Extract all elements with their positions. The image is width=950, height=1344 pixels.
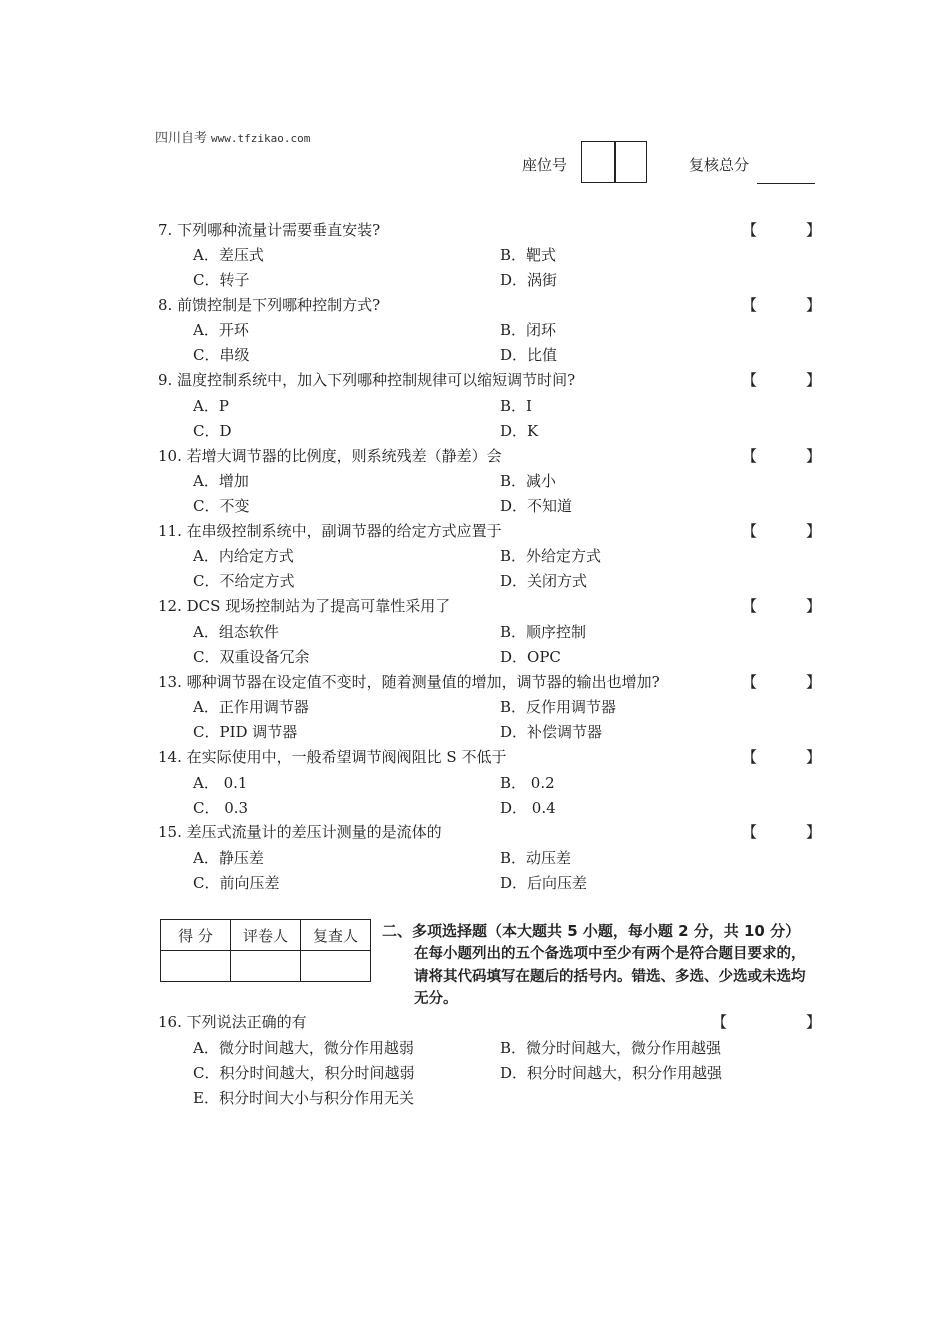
score-header: 得 分 xyxy=(161,920,231,951)
question-text: 16. 下列说法正确的有 xyxy=(158,1013,307,1031)
question-text: 9. 温度控制系统中，加入下列哪种控制规律可以缩短调节时间? xyxy=(158,371,576,389)
option-e: E．积分时间大小与积分作用无关 xyxy=(193,1089,414,1107)
option-a: A．正作用调节器 xyxy=(193,698,309,716)
option-c: C．D xyxy=(193,422,232,440)
answer-bracket-left: 【 xyxy=(742,748,758,766)
answer-bracket-right: 】 xyxy=(806,296,822,314)
option-b: B．I xyxy=(500,397,532,415)
option-c: C．前向压差 xyxy=(193,874,280,892)
option-b: B．减小 xyxy=(500,472,557,490)
site-name: 四川自考 xyxy=(155,131,208,146)
site-url: www.tfzikao.com xyxy=(211,132,311,145)
answer-bracket-left: 【 xyxy=(742,221,758,239)
option-d: D．不知道 xyxy=(500,497,573,515)
answer-bracket-left: 【 xyxy=(742,447,758,465)
question-text: 13. 哪种调节器在设定值不变时，随着测量值的增加，调节器的输出也增加? xyxy=(158,673,660,691)
answer-bracket-right: 】 xyxy=(806,673,822,691)
option-b: B．闭环 xyxy=(500,321,557,339)
option-a: A．内给定方式 xyxy=(193,547,294,565)
section-2-title: 二、多项选择题（本大题共 5 小题，每小题 2 分，共 10 分） xyxy=(382,922,801,940)
answer-bracket-left: 【 xyxy=(712,1013,728,1031)
review-total-line xyxy=(757,183,815,184)
option-c: C．积分时间越大，积分时间越弱 xyxy=(193,1064,415,1082)
grader-cell xyxy=(231,951,301,982)
answer-bracket-left: 【 xyxy=(742,673,758,691)
option-b: B．靶式 xyxy=(500,246,557,264)
option-b: B．顺序控制 xyxy=(500,623,587,641)
option-b: B．微分时间越大，微分作用越强 xyxy=(500,1039,722,1057)
question-text: 7. 下列哪种流量计需要垂直安装? xyxy=(158,221,381,239)
option-d: D．K xyxy=(500,422,539,440)
option-d: D．涡街 xyxy=(500,271,558,289)
option-d: D．比值 xyxy=(500,346,558,364)
grader-header: 评卷人 xyxy=(231,920,301,951)
option-a: A．开环 xyxy=(193,321,249,339)
seat-number-label: 座位号 xyxy=(522,156,568,174)
answer-bracket-right: 】 xyxy=(806,1013,822,1031)
option-d: D．积分时间越大，积分作用越强 xyxy=(500,1064,723,1082)
answer-bracket-left: 【 xyxy=(742,823,758,841)
option-d: D．关闭方式 xyxy=(500,572,588,590)
option-a: A． 0.1 xyxy=(193,774,248,792)
question-text: 10. 若增大调节器的比例度，则系统残差（静差）会 xyxy=(158,447,502,465)
option-a: A．差压式 xyxy=(193,246,264,264)
option-c: C．不给定方式 xyxy=(193,572,295,590)
reviewer-cell xyxy=(301,951,371,982)
option-d: D．OPC xyxy=(500,648,561,666)
score-cell xyxy=(161,951,231,982)
question-text: 12. DCS 现场控制站为了提高可靠性采用了 xyxy=(158,597,451,615)
option-a: A．P xyxy=(193,397,229,415)
option-b: B． 0.2 xyxy=(500,774,555,792)
option-d: D．补偿调节器 xyxy=(500,723,603,741)
option-c: C．不变 xyxy=(193,497,250,515)
answer-bracket-left: 【 xyxy=(742,522,758,540)
seat-number-box xyxy=(581,141,647,183)
review-total-label: 复核总分 xyxy=(689,156,750,174)
option-c: C． 0.3 xyxy=(193,799,249,817)
option-a: A．组态软件 xyxy=(193,623,279,641)
answer-bracket-right: 】 xyxy=(806,522,822,540)
score-table xyxy=(160,919,371,982)
option-c: C．转子 xyxy=(193,271,250,289)
question-text: 11. 在串级控制系统中，副调节器的给定方式应置于 xyxy=(158,522,502,540)
option-d: D．后向压差 xyxy=(500,874,588,892)
option-a: A．静压差 xyxy=(193,849,264,867)
answer-bracket-right: 】 xyxy=(806,221,822,239)
option-c: C．PID 调节器 xyxy=(193,723,298,741)
option-b: B．反作用调节器 xyxy=(500,698,617,716)
option-b: B．动压差 xyxy=(500,849,572,867)
option-a: A．微分时间越大，微分作用越弱 xyxy=(193,1039,414,1057)
section-2-instructions: 在每小题列出的五个备选项中至少有两个是符合题目要求的，请将其代码填写在题后的括号内。错选、多选、少选或未选均无分。 xyxy=(414,946,806,1007)
option-c: C．双重设备冗余 xyxy=(193,648,310,666)
answer-bracket-right: 】 xyxy=(806,371,822,389)
answer-bracket-right: 】 xyxy=(806,447,822,465)
question-text: 8. 前馈控制是下列哪种控制方式? xyxy=(158,296,381,314)
answer-bracket-left: 【 xyxy=(742,371,758,389)
answer-bracket-right: 】 xyxy=(806,597,822,615)
answer-bracket-left: 【 xyxy=(742,597,758,615)
answer-bracket-left: 【 xyxy=(742,296,758,314)
answer-bracket-right: 】 xyxy=(806,823,822,841)
site-watermark xyxy=(155,127,310,146)
question-text: 15. 差压式流量计的差压计测量的是流体的 xyxy=(158,823,442,841)
option-c: C．串级 xyxy=(193,346,250,364)
option-a: A．增加 xyxy=(193,472,249,490)
question-text: 14. 在实际使用中，一般希望调节阀阀阻比 S 不低于 xyxy=(158,748,507,766)
reviewer-header: 复查人 xyxy=(301,920,371,951)
option-d: D． 0.4 xyxy=(500,799,556,817)
answer-bracket-right: 】 xyxy=(806,748,822,766)
option-b: B．外给定方式 xyxy=(500,547,602,565)
